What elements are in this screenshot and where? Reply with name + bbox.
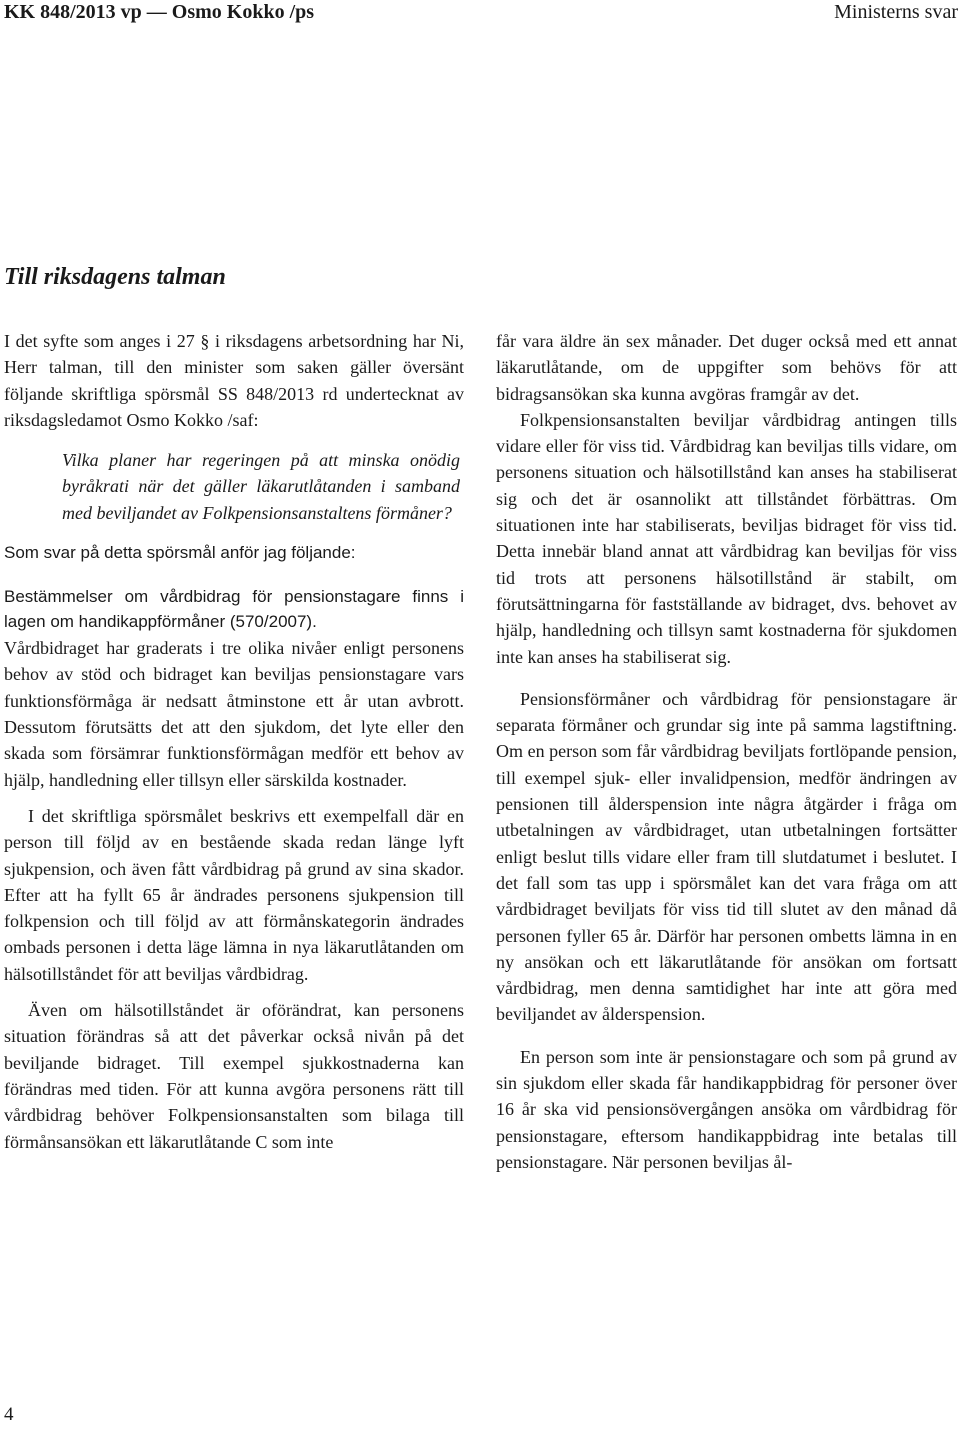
intro-paragraph: I det syfte som anges i 27 § i riksdagens arbetsordning har Ni, Herr talman, till den minister som saken gäller översänt följande skriftliga spörsmål SS 848/2013 rd undertecknat av riksdagsledamot Osmo Kokko /saf: <box>4 331 464 430</box>
page-header <box>0 0 960 24</box>
reply-intro: Som svar på detta spörsmål anför jag följande: <box>4 543 356 563</box>
right-paragraph-1: får vara äldre än sex månader. Det duger också med ett annat läkarutlåtande, om de uppgifter som behövs för att bidragsansökan ska kunna avgöras framgår av det. <box>496 331 957 404</box>
right-paragraph-3: Pensionsförmåner och vårdbidrag för pensionstagare är separata förmåner och grundar sig inte på samma lagstiftning. Om en person som får vårdbidrag beviljats fortlöpande pension, till exempel sjuk- eller invalidpension, medför ändringen av pensionen till ålderspension inte några åtgärder i fråga om utbetalningen av vårdbidraget, utan utbetalningen fortsätter enligt beslut tills vidare eller fram till slutdatumet i beslutet. I det fall som tas upp i spörsmålet kan det vara fråga om att vårdbidraget beviljats för viss tid till slutet av den månad då personen fyller 65 år. Därför har personen ombetts lämna in en ny ansökan och ett läkarutlåtande för ansökan om fortsatt vårdbidrag, men denna samtidighet har inte att göra med beviljandet av ålderspension. <box>496 688 957 1025</box>
left-column <box>4 328 464 1155</box>
right-column <box>496 328 957 1175</box>
header-document-id: KK 848/2013 vp — Osmo Kokko /ps <box>4 1 315 23</box>
document-title: Till riksdagens talman <box>4 264 226 290</box>
header-section: Ministerns svar <box>834 1 958 23</box>
left-paragraph-2: I det skriftliga spörsmålet beskrivs ett exempelfall där en person till följd av en bestående skada redan länge lyft sjukpension, och även fått vårdbidrag på grund av sina skador. Efter att ha fyllt 65 år ändrades personens sjukpension till folkpension och till följd av att förmånskategorin ändrades ombads personen i detta läge lämna in nya läkarutlåtanden om hälsotillståndet för att beviljas vårdbidrag. <box>4 805 464 984</box>
right-paragraph-4: En person som inte är pensionstagare och som på grund av sin sjukdom eller skada får handikappbidrag för personer över 16 år ska vid pensionsövergången ansöka om vårdbidrag för pensionstagare, eftersom handikappbidrag inte betalas till pensionstagare. När personen beviljas ål- <box>496 1046 957 1172</box>
left-paragraph-1: Vårdbidraget har graderats i tre olika nivåer enligt personens behov av stöd och bidraget kan beviljas pensionstagare vars funktionsförmåga är nedsatt åtminstone ett år utan avbrott. Dessutom förutsätts det att den sjukdom, det lyte eller den skada som försämrar funktionsförmågan medför ett behov av hjälp, handledning eller tillsyn eller särskilda kostnader. <box>4 638 464 790</box>
question-text: Vilka planer har regeringen på att minska onödig byråkrati när det gäller läkarutlåtanden i samband med beviljandet av Folkpensionsanstaltens förmåner? <box>62 450 460 523</box>
left-paragraph-3: Även om hälsotillståndet är oförändrat, kan personens situation förändras så att det påverkar också nivån på det beviljande bidraget. Till exempel sjukkostnaderna kan förändras med tiden. För att kunna avgöra personens rätt till vårdbidrag behöver Folkpensionsanstalten som bilaga till förmånsansökan ett läkarutlåtande C som inte <box>4 1000 464 1152</box>
page-number: 4 <box>4 1404 14 1425</box>
reply-first-paragraph: Bestämmelser om vårdbidrag för pensionstagare finns i lagen om handikappförmåner (570/2007). <box>4 586 464 632</box>
right-paragraph-2: Folkpensionsanstalten beviljar vårdbidrag antingen tills vidare eller för viss tid. Vårdbidrag kan beviljas tills vidare, om personens situation och hälsotillstånd kan anses ha stabiliserat sig och det är osannolikt att tillståndet förbättras. Om situationen inte har stabiliserats, beviljas bidraget för viss tid. Detta innebär bland annat att vårdbidrag kan beviljas för viss tid trots att personens hälsotillstånd är stabilt, om förutsättningarna för fastställande av bidraget, dvs. behovet av hjälp, handledning och tillsyn samt kostnaderna för sjukdomen inte kan anses ha stabiliserat sig. <box>496 409 957 667</box>
